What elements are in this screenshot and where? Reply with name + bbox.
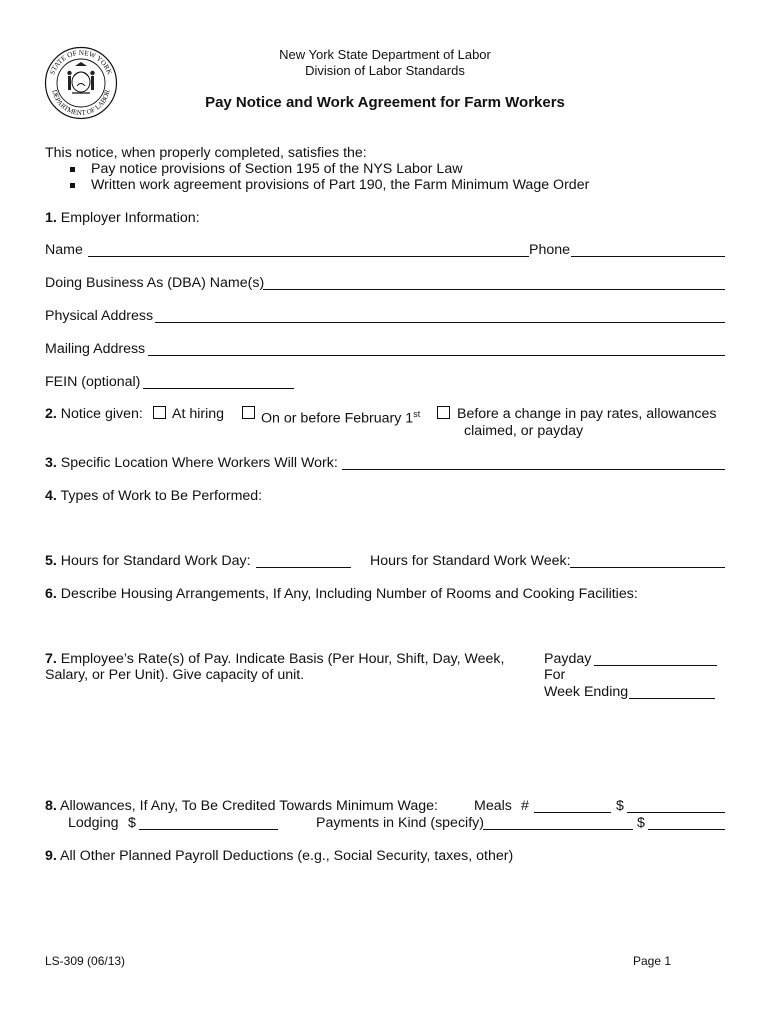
payments-in-kind-amount-field[interactable] [648, 829, 725, 830]
february-checkbox[interactable] [242, 406, 255, 419]
week-ending-label: Week Ending [544, 684, 629, 700]
meals-count-symbol: # [521, 798, 529, 814]
form-title: Pay Notice and Work Agreement for Farm Workers [205, 94, 565, 111]
section-2-number: 2. [45, 406, 57, 422]
section-7-line-2: Salary, or Per Unit). Give capacity of unit. [45, 667, 305, 683]
meals-dollar-symbol: $ [616, 798, 624, 814]
section-5-heading [45, 553, 251, 570]
page-number: Page 1 [633, 954, 672, 968]
work-location-field[interactable] [342, 469, 725, 470]
section-5-number: 5. [45, 553, 57, 569]
section-2-heading [45, 406, 143, 423]
section-4-label: Types of Work to Be Performed: [60, 488, 263, 504]
at-hiring-checkbox[interactable] [153, 406, 166, 419]
seal-top-text: STATE OF NEW YORK [48, 48, 114, 76]
section-8-number: 8. [45, 798, 57, 814]
week-ending-field[interactable] [629, 698, 715, 699]
for-label: For [544, 667, 566, 683]
phone-field[interactable] [571, 256, 725, 257]
fein-label: FEIN (optional) [45, 374, 141, 390]
pay-change-label-1: Before a change in pay rates, allowances [457, 406, 717, 422]
lodging-amount-field[interactable] [139, 829, 278, 830]
work-day-hours-field[interactable] [256, 567, 351, 568]
section-3-label: Specific Location Where Workers Will Work: [60, 455, 338, 471]
bullet-icon [70, 167, 75, 172]
mailing-address-label: Mailing Address [45, 341, 146, 357]
department-name: New York State Department of Labor [279, 47, 491, 62]
pay-change-checkbox[interactable] [437, 406, 450, 419]
physical-address-field[interactable] [155, 322, 725, 323]
section-6-label: Describe Housing Arrangements, If Any, Including Number of Rooms and Cooking Facilities: [60, 586, 638, 602]
section-9-heading [45, 848, 513, 865]
february-label-sup: st [413, 409, 421, 419]
meals-count-field[interactable] [534, 812, 611, 813]
payments-in-kind-dollar-symbol: $ [637, 815, 645, 831]
section-9-label: All Other Planned Payroll Deductions (e.g., Social Security, taxes, other) [60, 848, 514, 864]
section-1-number: 1. [45, 210, 57, 226]
section-6-heading [45, 586, 638, 603]
seal-bottom-text: DEPARTMENT OF LABOR [50, 88, 112, 118]
section-7-line-1: Employee’s Rate(s) of Pay. Indicate Basis (Per Hour, Shift, Day, Week, [60, 651, 505, 667]
bullet-icon [70, 183, 75, 188]
section-7-number: 7. [45, 651, 57, 667]
section-9-number: 9. [45, 848, 57, 864]
section-8-label: Allowances, If Any, To Be Credited Towards Minimum Wage: [60, 798, 438, 814]
name-label: Name [45, 242, 83, 258]
dba-field[interactable] [263, 289, 725, 290]
payday-label: Payday [544, 651, 592, 667]
payday-field[interactable] [594, 665, 717, 666]
at-hiring-label: At hiring [172, 406, 225, 422]
division-name: Division of Labor Standards [305, 63, 465, 78]
meals-label: Meals [474, 798, 512, 814]
meals-amount-field[interactable] [627, 812, 725, 813]
work-day-hours-label: Hours for Standard Work Day: [60, 553, 251, 569]
name-field[interactable] [88, 256, 529, 257]
section-8-heading [45, 798, 438, 815]
intro-lead: This notice, when properly completed, satisfies the: [45, 145, 367, 161]
section-1-label: Employer Information: [60, 210, 200, 226]
section-6-number: 6. [45, 586, 57, 602]
section-4-number: 4. [45, 488, 57, 504]
intro-bullet-2: Written work agreement provisions of Part 190, the Farm Minimum Wage Order [91, 177, 590, 193]
work-week-hours-field[interactable] [570, 567, 725, 568]
lodging-label: Lodging [68, 815, 119, 831]
february-label [261, 406, 420, 428]
payments-in-kind-label: Payments in Kind (specify) [316, 815, 484, 831]
section-4-heading [45, 488, 262, 505]
section-3-number: 3. [45, 455, 57, 471]
section-2-label: Notice given: [60, 406, 143, 422]
section-3-heading [45, 455, 338, 472]
phone-label: Phone [529, 242, 571, 258]
work-week-hours-label: Hours for Standard Work Week: [370, 553, 571, 569]
fein-field[interactable] [143, 388, 294, 389]
form-number: LS-309 (06/13) [45, 954, 126, 968]
payments-in-kind-field[interactable] [483, 829, 633, 830]
physical-address-label: Physical Address [45, 308, 154, 324]
lodging-dollar-symbol: $ [128, 815, 136, 831]
section-7-heading [45, 651, 504, 668]
february-label-text: On or before February 1 [261, 410, 414, 427]
dba-label: Doing Business As (DBA) Name(s) [45, 275, 265, 291]
pay-change-label-2: claimed, or payday [464, 423, 584, 439]
section-1-heading [45, 210, 200, 227]
intro-bullet-1: Pay notice provisions of Section 195 of the NYS Labor Law [91, 161, 463, 177]
mailing-address-field[interactable] [148, 355, 725, 356]
